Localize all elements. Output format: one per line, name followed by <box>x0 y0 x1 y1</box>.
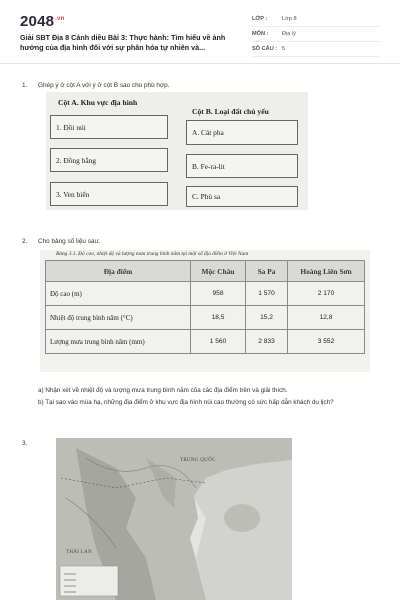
table-header: Sa Pa <box>246 261 288 282</box>
question-1-text: Ghép ý ở cột A với ý ở cột B sao cho phù hợp. <box>38 82 170 89</box>
question-1-image <box>46 92 308 210</box>
question-3-number: 3. <box>22 440 28 447</box>
column-a-title: Cột A. Khu vực địa hình <box>58 98 138 107</box>
meta-row-class <box>252 12 380 27</box>
document-meta <box>252 12 380 57</box>
question-2-part-a: a) Nhận xét về nhiệt độ và lượng mưa trung bình năm của các địa điểm trên và giải thích. <box>38 387 288 394</box>
column-a-item: 2. Đồng bằng <box>50 148 168 172</box>
table-row <box>46 330 365 354</box>
table-header: Mộc Châu <box>191 261 246 282</box>
data-table <box>45 260 365 354</box>
meta-row-subject <box>252 27 380 42</box>
table-cell: Nhiệt độ trung bình năm (°C) <box>46 306 191 330</box>
column-a-item: 1. Đồi núi <box>50 115 168 139</box>
meta-value: Địa lý <box>282 31 296 37</box>
table-cell: 2 170 <box>288 282 365 306</box>
meta-value: 5 <box>282 46 286 52</box>
meta-row-count <box>252 42 380 57</box>
question-2-text: Cho bảng số liệu sau: <box>38 238 100 245</box>
table-header-row <box>46 261 365 282</box>
site-logo[interactable]: $2048^{.vn}$ <box>20 13 65 30</box>
column-b-item: C. Phù sa <box>186 186 298 207</box>
column-b-item: A. Cát pha <box>186 120 298 145</box>
question-1-number: 1. <box>22 82 28 89</box>
table-cell: 3 552 <box>288 330 365 354</box>
meta-key: SỐ CÂU : <box>252 46 278 52</box>
question-2-number: 2. <box>22 238 28 245</box>
question-2-image <box>40 250 370 372</box>
table-cell: 1 570 <box>246 282 288 306</box>
table-cell: 958 <box>191 282 246 306</box>
table-row <box>46 306 365 330</box>
meta-key: MÔN : <box>252 31 269 37</box>
map-label-thailand: THÁI LAN <box>66 550 92 555</box>
table-header: Hoàng Liên Sơn <box>288 261 365 282</box>
meta-value: Lớp 8 <box>282 16 297 22</box>
table-cell: 2 833 <box>246 330 288 354</box>
question-3-map-image <box>56 438 292 600</box>
table-cell: 12,8 <box>288 306 365 330</box>
column-b-title: Cột B. Loại đất chủ yếu <box>192 107 269 116</box>
table-cell: 15,2 <box>246 306 288 330</box>
table-cell: 18,5 <box>191 306 246 330</box>
document-title: Giải SBT Địa 8 Cánh diều Bài 3: Thực hành: Tìm hiểu về ảnh hưởng của địa hình đối với sự phân hóa tự nhiên và... <box>20 33 226 52</box>
column-a-item: 3. Ven biển <box>50 182 168 206</box>
question-2-part-b: b) Tại sao vào mùa hạ, những địa điểm ở khu vực địa hình núi cao thường có sức hấp dẫn khách du lịch? <box>38 399 334 406</box>
table-cell: 1 560 <box>191 330 246 354</box>
column-b-item: B. Fe-ra-lit <box>186 154 298 178</box>
table-cell: Độ cao (m) <box>46 282 191 306</box>
table-row <box>46 282 365 306</box>
map-label-china: TRUNG QUỐC <box>180 458 216 463</box>
vietnam-map <box>56 438 292 600</box>
table-header: Địa điểm <box>46 261 191 282</box>
meta-key: LỚP : <box>252 16 268 22</box>
table-caption: Bảng 3.1. Độ cao, nhiệt độ và lượng mưa trung bình năm tại một số địa điểm ở Việt Nam <box>56 251 249 257</box>
table-cell: Lượng mưa trung bình năm (mm) <box>46 330 191 354</box>
page-header <box>0 0 400 64</box>
